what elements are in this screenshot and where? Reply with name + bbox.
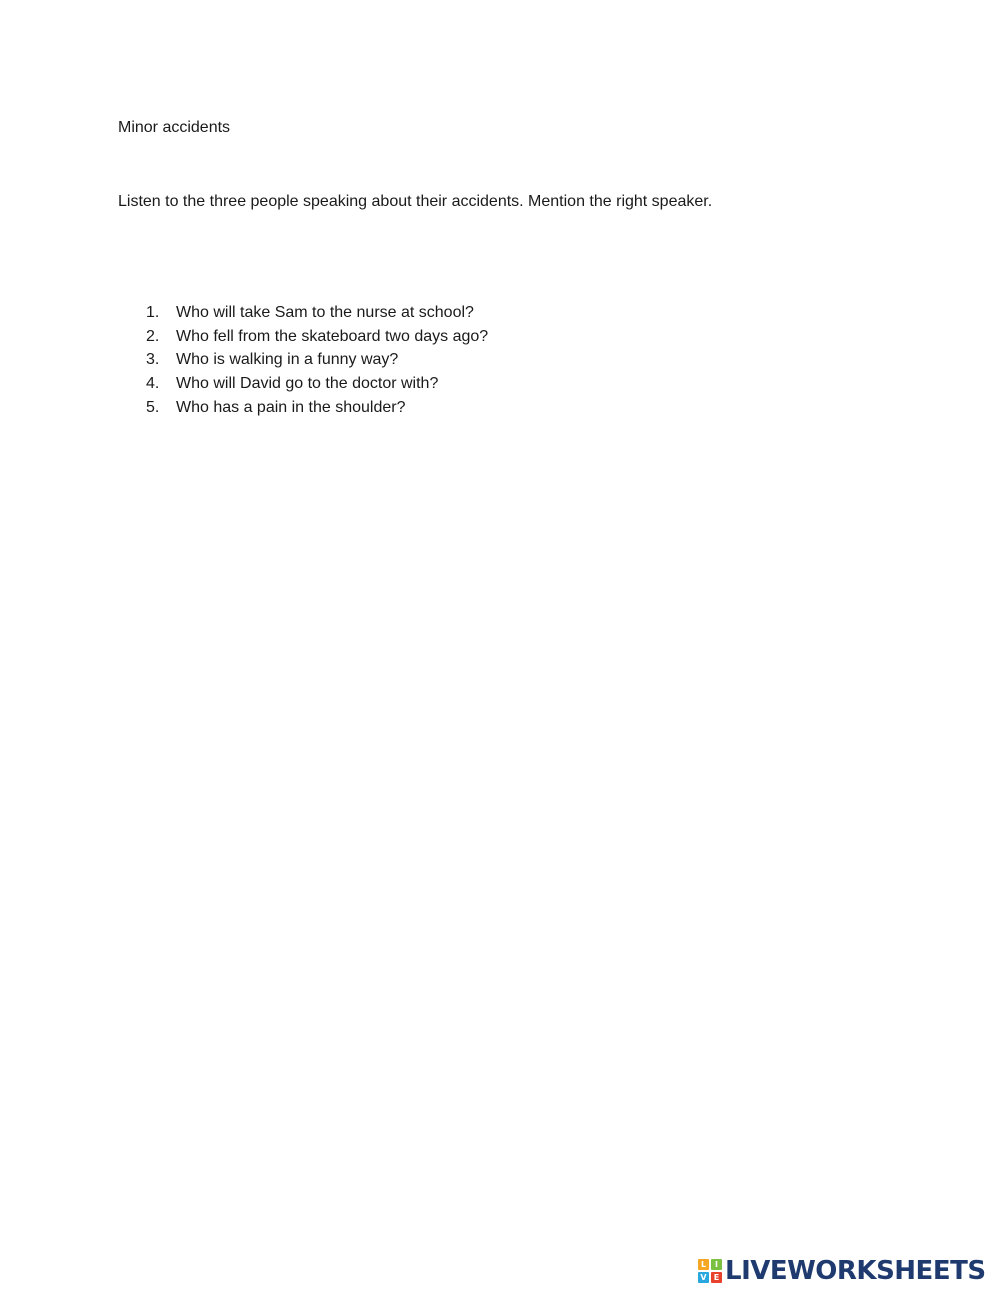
logo-block-l: L bbox=[698, 1259, 709, 1270]
question-text: Who will take Sam to the nurse at school? bbox=[176, 304, 474, 321]
question-number: 5. bbox=[146, 398, 160, 416]
question-text: Who is walking in a funny way? bbox=[176, 351, 399, 369]
question-list bbox=[146, 301, 488, 420]
worksheet-instructions: Listen to the three people speaking about their accidents. Mention the right speaker. bbox=[118, 193, 713, 210]
logo-block-i: I bbox=[711, 1259, 722, 1270]
question-text: Who will David go to the doctor with? bbox=[176, 375, 439, 393]
logo-block-v: V bbox=[698, 1272, 709, 1283]
question-item bbox=[146, 325, 488, 349]
logo-blocks-icon bbox=[698, 1259, 722, 1283]
question-text: Who fell from the skateboard two days ago? bbox=[176, 327, 489, 345]
logo-text: LIVEWORKSHEETS bbox=[725, 1256, 986, 1286]
question-text: Who has a pain in the shoulder? bbox=[176, 398, 406, 416]
question-item bbox=[146, 396, 488, 420]
question-item bbox=[146, 348, 488, 372]
liveworksheets-logo bbox=[698, 1257, 986, 1285]
logo-block-e: E bbox=[711, 1272, 722, 1283]
worksheet-title: Minor accidents bbox=[118, 119, 231, 136]
question-item bbox=[146, 301, 488, 325]
question-number: 2. bbox=[146, 327, 160, 345]
question-number: 1. bbox=[146, 304, 160, 321]
question-number: 4. bbox=[146, 375, 160, 393]
question-number: 3. bbox=[146, 351, 160, 369]
question-item bbox=[146, 372, 488, 396]
